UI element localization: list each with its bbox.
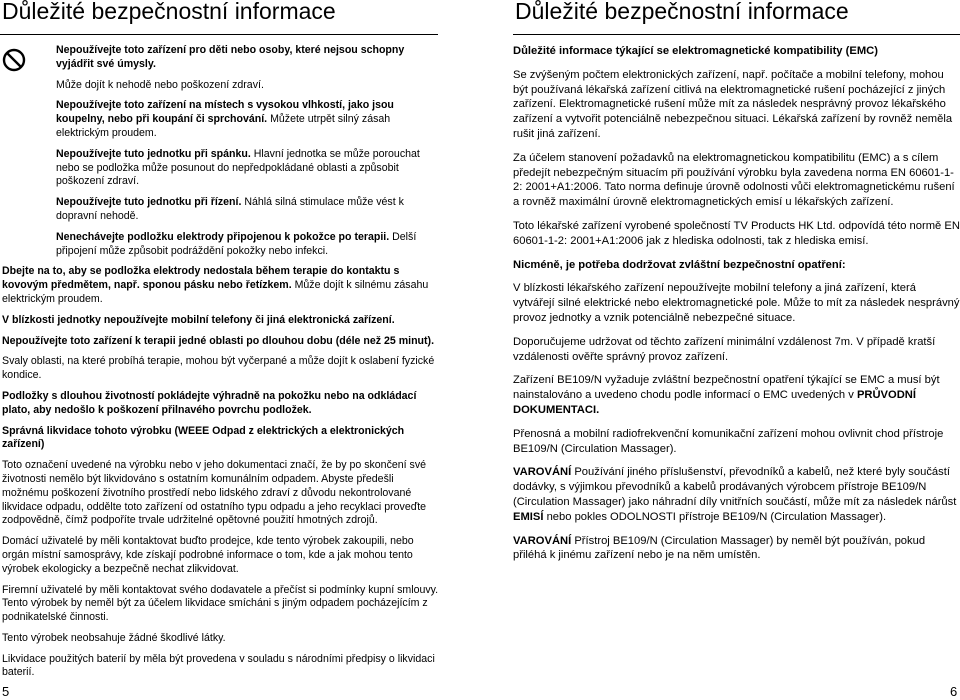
paragraph xyxy=(513,335,960,365)
bold-text: Správná likvidace tohoto výrobku (WEEE Odpad z elektrických a elektronických zařízení) xyxy=(2,424,405,451)
paragraph xyxy=(56,99,442,140)
paragraph xyxy=(56,148,442,189)
paragraph xyxy=(56,231,442,259)
paragraph xyxy=(513,534,960,564)
bold-text: Dbejte na to, aby se podložka elektrody nedostala během terapie do kontaktu s kovovým předmětem, např. sponou pásku nebo řetízkem. xyxy=(2,265,400,292)
bold-text: EMISÍ xyxy=(513,510,544,523)
bold-text: Důležité informace týkající se elektromagnetické kompatibility (EMC) xyxy=(513,45,878,57)
paragraph xyxy=(2,390,442,418)
body-text: Delší připojení může způsobit podráždění pokožky nebo infekci. xyxy=(56,230,417,257)
page-title-right: Důležité bezpečnostní informace xyxy=(515,0,849,24)
title-rule-right xyxy=(513,34,960,35)
paragraph xyxy=(56,79,442,93)
bold-text: Nepoužívejte tuto jednotku při spánku. xyxy=(56,147,251,160)
paragraph xyxy=(2,265,442,306)
body-text: Zařízení BE109/N vyžaduje zvláštní bezpečnostní opatření týkající se EMC a musí být nainstalováno a uvedeno chodu podle informací o EMC uvedených v xyxy=(513,374,940,402)
body-text: Přenosná a mobilní radiofrekvenční komunikační zařízení mohou ovlivnit chod přístroje BE109/N (Circulation Massager). xyxy=(513,427,944,455)
body-text: Firemní uživatelé by měli kontaktovat svého dodavatele a přečíst si podmínky kupní smlouvy. Tento výrobek by neměl být za účelem likvidace smícháni s jiným odpadem pocházejícím z podnikatelské činnosti. xyxy=(2,583,439,624)
page-number-right: 6 xyxy=(950,684,958,699)
paragraph xyxy=(2,653,442,681)
paragraph xyxy=(513,281,960,325)
paragraph xyxy=(2,632,442,646)
bold-text: Nepoužívejte toto zařízení pro děti nebo osoby, které nejsou schopny vyjádřit své úmysly. xyxy=(56,44,405,70)
body-text: Může dojít k silnému zásahu elektrickým proudem. xyxy=(2,279,429,305)
body-text: Se zvýšeným počtem elektronických zařízení, např. počítače a mobilní telefony, mohou být používaná lékařská zařízení citlivá na elektromagnetické rušení pocházející z jiných zařízení. Elektromagnetické rušení může mít za následek nesprávný provoz lékařského zařízení a vytvořit potenciálně nebezpečnou situaci. Lékařská zařízení by rovněž neměla rušit jiná zařízení. xyxy=(513,68,953,140)
body-text: Přístroj BE109/N (Circulation Massager) by neměl být používán, pokud přiléhá k jinému zařízení nebo je na něm umístěn. xyxy=(513,534,926,562)
paragraph xyxy=(56,196,442,224)
body-text: V blízkosti lékařského zařízení nepoužívejte mobilní telefony a jiná zařízení, která vytvářejí silné elektrické nebo elektromagnetické pole. Může to mít za následek nesprávný provoz jednotky a vznik potenciálně nebezpečné situace. xyxy=(513,282,960,324)
body-text: Používání jiného příslušenství, převodníků a kabelů, než které byly součástí dodávky, s výjimkou převodníků a kabelů prodávaných výrobcem přístroje BE109/N (Circulation Massager) jako náhradní díly vnitřních součástí, může mít za následek nárůst xyxy=(513,466,957,508)
paragraph xyxy=(513,373,960,417)
body-text: Toto označení uvedené na výrobku nebo v jeho dokumentaci značí, že by po skončení své životnosti nemělo být likvidováno s ostatním komunálním odpadem. Abyste předešli možnému poškození životního prostředí nebo lidského zdraví z důvodu nekontrolované likvidace odpadu, oddělte toto zařízení od ostatního typu odpadu a jeho recyklaci proveďte zodpovědně, čímž podpoříte trvale udržitelné opětovné použití hmotných zdrojů. xyxy=(2,459,427,527)
paragraph xyxy=(513,151,960,210)
paragraph xyxy=(2,535,442,576)
bold-text: Nepoužívejte toto zařízení k terapii jedné oblasti po dlouhou dobu (déle než 25 minut). xyxy=(2,334,435,347)
bold-text: PRŮVODNÍ DOKUMENTACI. xyxy=(513,389,916,416)
bold-text: Nepoužívejte toto zařízení na místech s vysokou vlhkostí, jako jsou koupelny, nebo při koupání či sprchování. xyxy=(56,99,394,126)
bold-text: VAROVÁNÍ xyxy=(513,534,572,547)
body-text: Tento výrobek neobsahuje žádné škodlivé látky. xyxy=(2,631,226,644)
paragraph xyxy=(513,44,960,59)
left-warning-block xyxy=(56,44,442,258)
paragraph xyxy=(513,465,960,524)
bold-text: Nepoužívejte tuto jednotku při řízení. xyxy=(56,196,242,209)
paragraph xyxy=(2,335,442,349)
body-text: Toto lékařské zařízení vyrobené společností TV Products HK Ltd. odpovídá této normě EN 60601-1-2: 2001+A1:2006 jak z hlediska odolnosti, tak z hlediska emisí. xyxy=(513,219,960,247)
body-text: Domácí uživatelé by měli kontaktovat buďto prodejce, kde tento výrobek zakoupili, nebo orgán místní samosprávy, kde získají podrobné informace o tom, kde a jak mohou tento výrobek ekologicky a bezpečně nechat zlikvidovat. xyxy=(2,535,414,575)
right-column xyxy=(513,44,960,572)
left-body xyxy=(2,265,442,680)
paragraph xyxy=(513,219,960,249)
paragraph xyxy=(2,459,442,528)
body-text: Hlavní jednotka se může porouchat nebo se podložka může posunout do nepředpokládané oblasti a způsobit poškození zdraví. xyxy=(56,147,420,188)
page-title-left: Důležité bezpečnostní informace xyxy=(2,0,336,24)
bold-text: Nicméně, je potřeba dodržovat zvláštní bezpečnostní opatření: xyxy=(513,258,846,271)
paragraph xyxy=(2,355,442,383)
bold-text: Nenechávejte podložku elektrody připojenou k pokožce po terapii. xyxy=(56,230,390,243)
body-text: Likvidace použitých baterií by měla být provedena v souladu s národními předpisy o likvidaci baterií. xyxy=(2,652,435,679)
body-text: Svaly oblasti, na které probíhá terapie, mohou být vyčerpané a může dojít k oslabení fyzické kondice. xyxy=(2,355,435,382)
body-text: Náhlá silná stimulace může vést k dopravní nehodě. xyxy=(56,196,404,222)
paragraph xyxy=(513,68,960,142)
paragraph xyxy=(513,258,960,273)
page-number-left: 5 xyxy=(2,684,10,699)
left-column xyxy=(2,44,442,687)
body-text: Můžete utrpět silný zásah elektrickým proudem. xyxy=(56,113,391,139)
body-text: Může dojít k nehodě nebo poškození zdraví. xyxy=(56,78,264,91)
paragraph xyxy=(56,44,442,72)
body-text: nebo pokles ODOLNOSTI přístroje BE109/N (Circulation Massager). xyxy=(543,510,887,523)
bold-text: V blízkosti jednotky nepoužívejte mobilní telefony či jiná elektronická zařízení. xyxy=(2,313,395,326)
bold-text: Podložky s dlouhou životností pokládejte výhradně na pokožku nebo na odkládací plato, aby nedošlo k poškození přilnavého povrchu podložek. xyxy=(2,389,417,416)
paragraph xyxy=(2,584,442,625)
body-text: Za účelem stanovení požadavků na elektromagnetickou kompatibilitu (EMC) a s cílem předejít nebezpečným situacím při používání výrobku byla zavedena norma EN 60601-1-2: 2001+A1:2006. Tato norma definuje úrovně odolnosti vůči elektromagnetickému rušení a rovněž maximální úrovně elektromagnetických emisí u lékařských zařízení. xyxy=(513,151,955,209)
paragraph xyxy=(2,314,442,328)
paragraph xyxy=(513,427,960,457)
body-text: Doporučujeme udržovat od těchto zařízení minimální vzdálenost 7m. V případě kratší vzdálenosti ověřte správný provoz zařízení. xyxy=(513,335,936,363)
title-rule-left xyxy=(0,34,438,35)
bold-text: VAROVÁNÍ xyxy=(513,466,572,479)
paragraph xyxy=(2,425,442,453)
